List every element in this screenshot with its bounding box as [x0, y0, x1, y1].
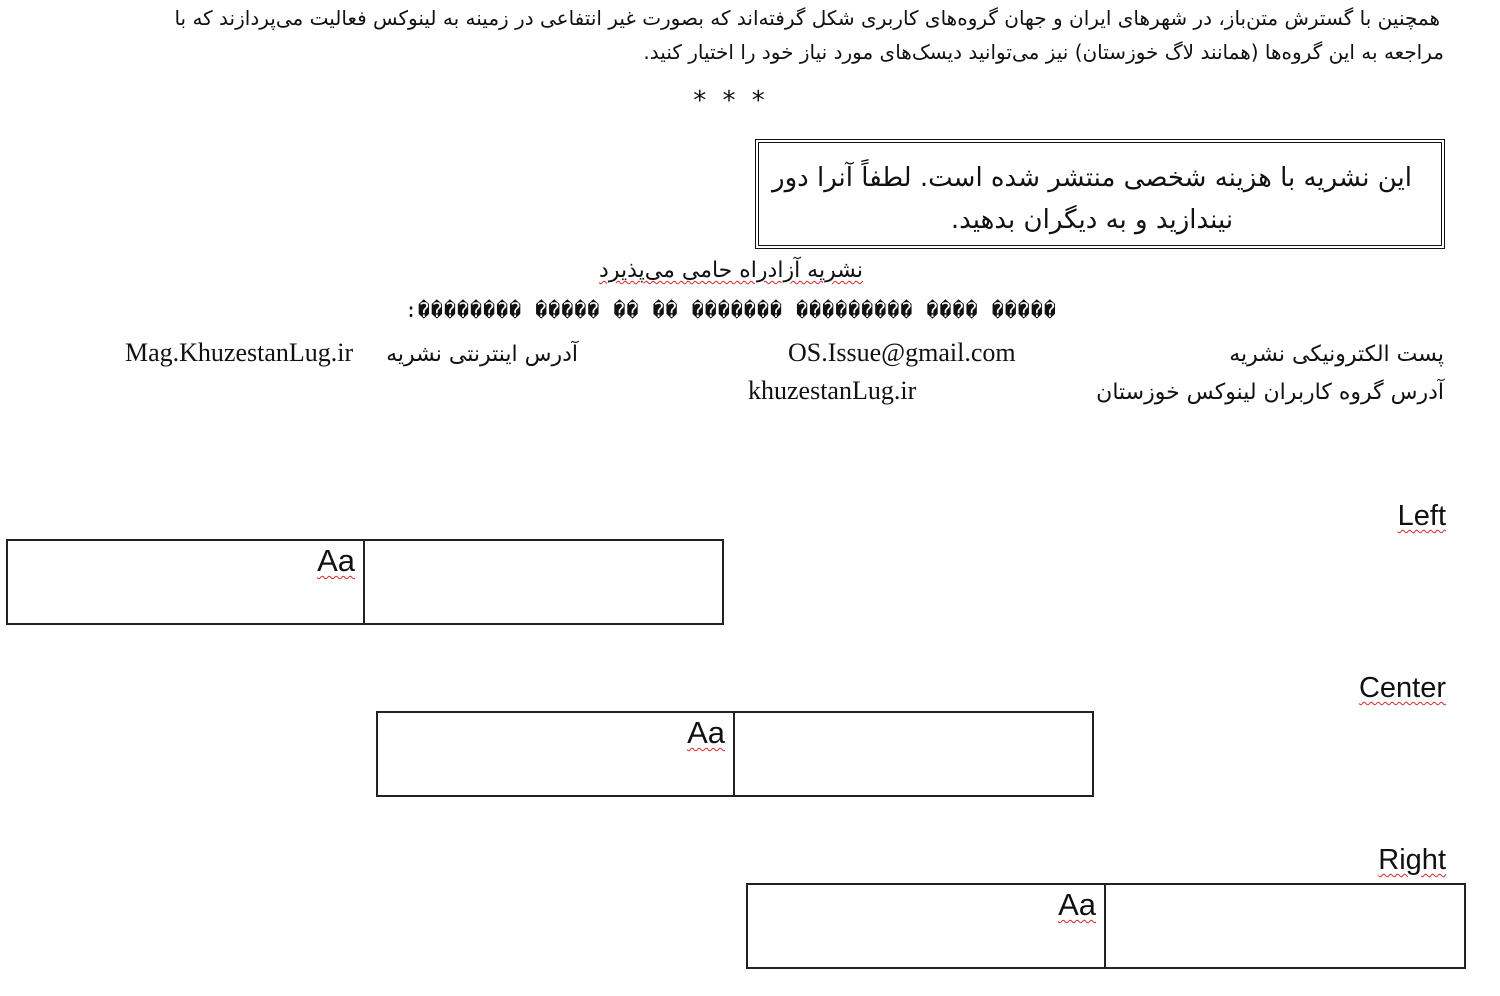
lug-address-label: آدرس گروه کاربران لینوکس خوزستان — [1096, 380, 1444, 405]
alignment-label-right: Right — [1378, 844, 1446, 876]
sample-cell — [378, 713, 735, 795]
notice-text: این نشریه با هزینه شخصی منتشر شده است. لطفاً آنرا دور نیندازید و به دیگران بدهید. — [772, 163, 1412, 235]
sample-table-left — [6, 539, 724, 625]
notice-box — [755, 139, 1445, 249]
website-address[interactable]: Mag.KhuzestanLug.ir — [125, 338, 354, 367]
lug-address[interactable]: khuzestanLug.ir — [748, 376, 917, 405]
sample-cell — [8, 541, 365, 623]
email-label: پست الکترونیکی نشریه — [1229, 342, 1444, 367]
sample-cell-empty — [365, 541, 722, 623]
garbled-text-line: ����� ���� ��������� ������� �� �� ����� ��������: — [404, 298, 1058, 322]
sample-table-center — [376, 711, 1094, 797]
sample-table-right — [746, 883, 1466, 969]
alignment-label-center: Center — [1358, 672, 1446, 704]
intro-paragraph-line-2: مراجعه به این گروه‌ها (همانند لاگ خوزستان) نیز می‌توانید دیسک‌های مورد نیاز خود را اختیار کنید. — [643, 40, 1444, 64]
sample-text: Aa — [1058, 887, 1096, 922]
sponsor-line: نشریه آزادراه حامی می‌پذیرد — [599, 258, 863, 283]
alignment-label-left: Left — [1397, 500, 1446, 532]
section-separator: * * * — [693, 86, 769, 116]
sample-text: Aa — [687, 715, 725, 750]
sample-text: Aa — [317, 543, 355, 578]
intro-paragraph-line-1: همچنین با گسترش متن‌باز، در شهرهای ایران و جهان گروه‌های کاربری شکل گرفته‌اند که بصورت غیر انتفاعی در زمینه به لینوکس فعالیت می‌پردازند که با — [174, 6, 1440, 30]
sample-cell-empty — [735, 713, 1092, 795]
website-label: آدرس اینترنتی نشریه — [386, 342, 578, 367]
email-address[interactable]: OS.Issue@gmail.com — [788, 338, 1016, 367]
sample-cell-empty — [1106, 885, 1464, 967]
sample-cell — [748, 885, 1106, 967]
